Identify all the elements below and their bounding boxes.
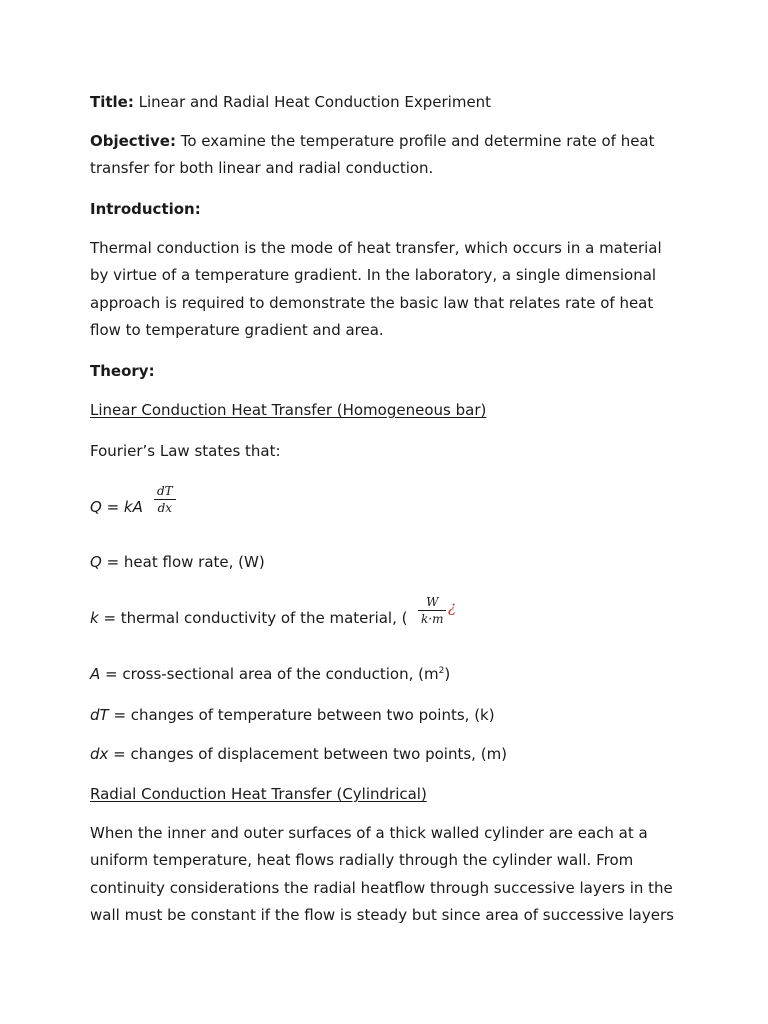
radial-line: continuity considerations the radial heatflow through successive layers in the: [90, 878, 673, 897]
symbol-k: k: [90, 609, 99, 627]
closing-paren: ): [444, 665, 451, 683]
definition-a: [90, 664, 450, 684]
definition-dx-text: = changes of displacement between two points, (m): [108, 745, 508, 763]
radial-paragraph: [90, 820, 690, 929]
definition-dt-text: = changes of temperature between two points, (k): [108, 706, 495, 724]
symbol-dx: dx: [90, 745, 109, 763]
intro-line: flow to temperature gradient and area.: [90, 320, 384, 339]
fraction-numerator: dT: [157, 484, 173, 498]
fourier-equation-lhs: Q = kA: [90, 498, 143, 516]
linear-subheading: Linear Conduction Heat Transfer (Homogeneous bar): [90, 401, 487, 419]
definition-q: [90, 552, 265, 572]
theory-heading: [90, 361, 155, 381]
objective-text-1: To examine the temperature profile and determine rate of heat: [175, 132, 655, 150]
radial-line: When the inner and outer surfaces of a thick walled cylinder are each at a: [90, 824, 648, 842]
definition-dt: [90, 705, 495, 725]
introduction-heading-text: Introduction:: [90, 200, 201, 218]
radial-subheading: Radial Conduction Heat Transfer (Cylindrical): [90, 785, 427, 803]
symbol-a: A: [90, 665, 101, 683]
definition-k-text: = thermal conductivity of the material, (: [98, 609, 408, 627]
introduction-heading: [90, 199, 201, 219]
title-label: Title:: [90, 93, 134, 111]
objective-line-2: transfer for both linear and radial conduction.: [90, 159, 434, 178]
title-line: [90, 92, 491, 112]
title-text: Linear and Radial Heat Conduction Experiment: [133, 93, 492, 111]
radial-line: wall must be constant if the flow is steady but since area of successive layers: [90, 905, 674, 924]
fraction-denominator: dx: [157, 501, 173, 515]
radial-line: uniform temperature, heat flows radially through the cylinder wall. From: [90, 851, 634, 870]
intro-line: by virtue of a temperature gradient. In the laboratory, a single dimensional: [90, 266, 657, 285]
intro-line: Thermal conduction is the mode of heat transfer, which occurs in a material: [90, 239, 662, 257]
definition-dx: [90, 744, 507, 764]
definition-a-text: = cross-sectional area of the conduction, (m: [100, 665, 439, 683]
symbol-dt: dT: [90, 706, 109, 724]
superscript-2: 2: [438, 666, 445, 676]
introduction-paragraph: [90, 235, 690, 344]
conductivity-unit-fraction: [418, 594, 446, 627]
intro-line: approach is required to demonstrate the basic law that relates rate of heat: [90, 293, 654, 312]
unit-numerator: W: [426, 595, 439, 609]
objective-label: Objective:: [90, 132, 176, 150]
symbol-q: Q: [90, 553, 102, 571]
objective-paragraph: [90, 128, 690, 183]
objective-line-1: [90, 128, 690, 155]
theory-heading-text: Theory:: [90, 362, 155, 380]
unit-denominator: k·m: [421, 612, 444, 626]
definition-k: [90, 608, 407, 628]
fourier-intro: Fourier’s Law states that:: [90, 442, 281, 460]
fourier-equation-fraction: [154, 483, 176, 516]
red-inverted-question-mark: ¿: [448, 598, 457, 616]
definition-q-text: = heat flow rate, (W): [101, 553, 265, 571]
